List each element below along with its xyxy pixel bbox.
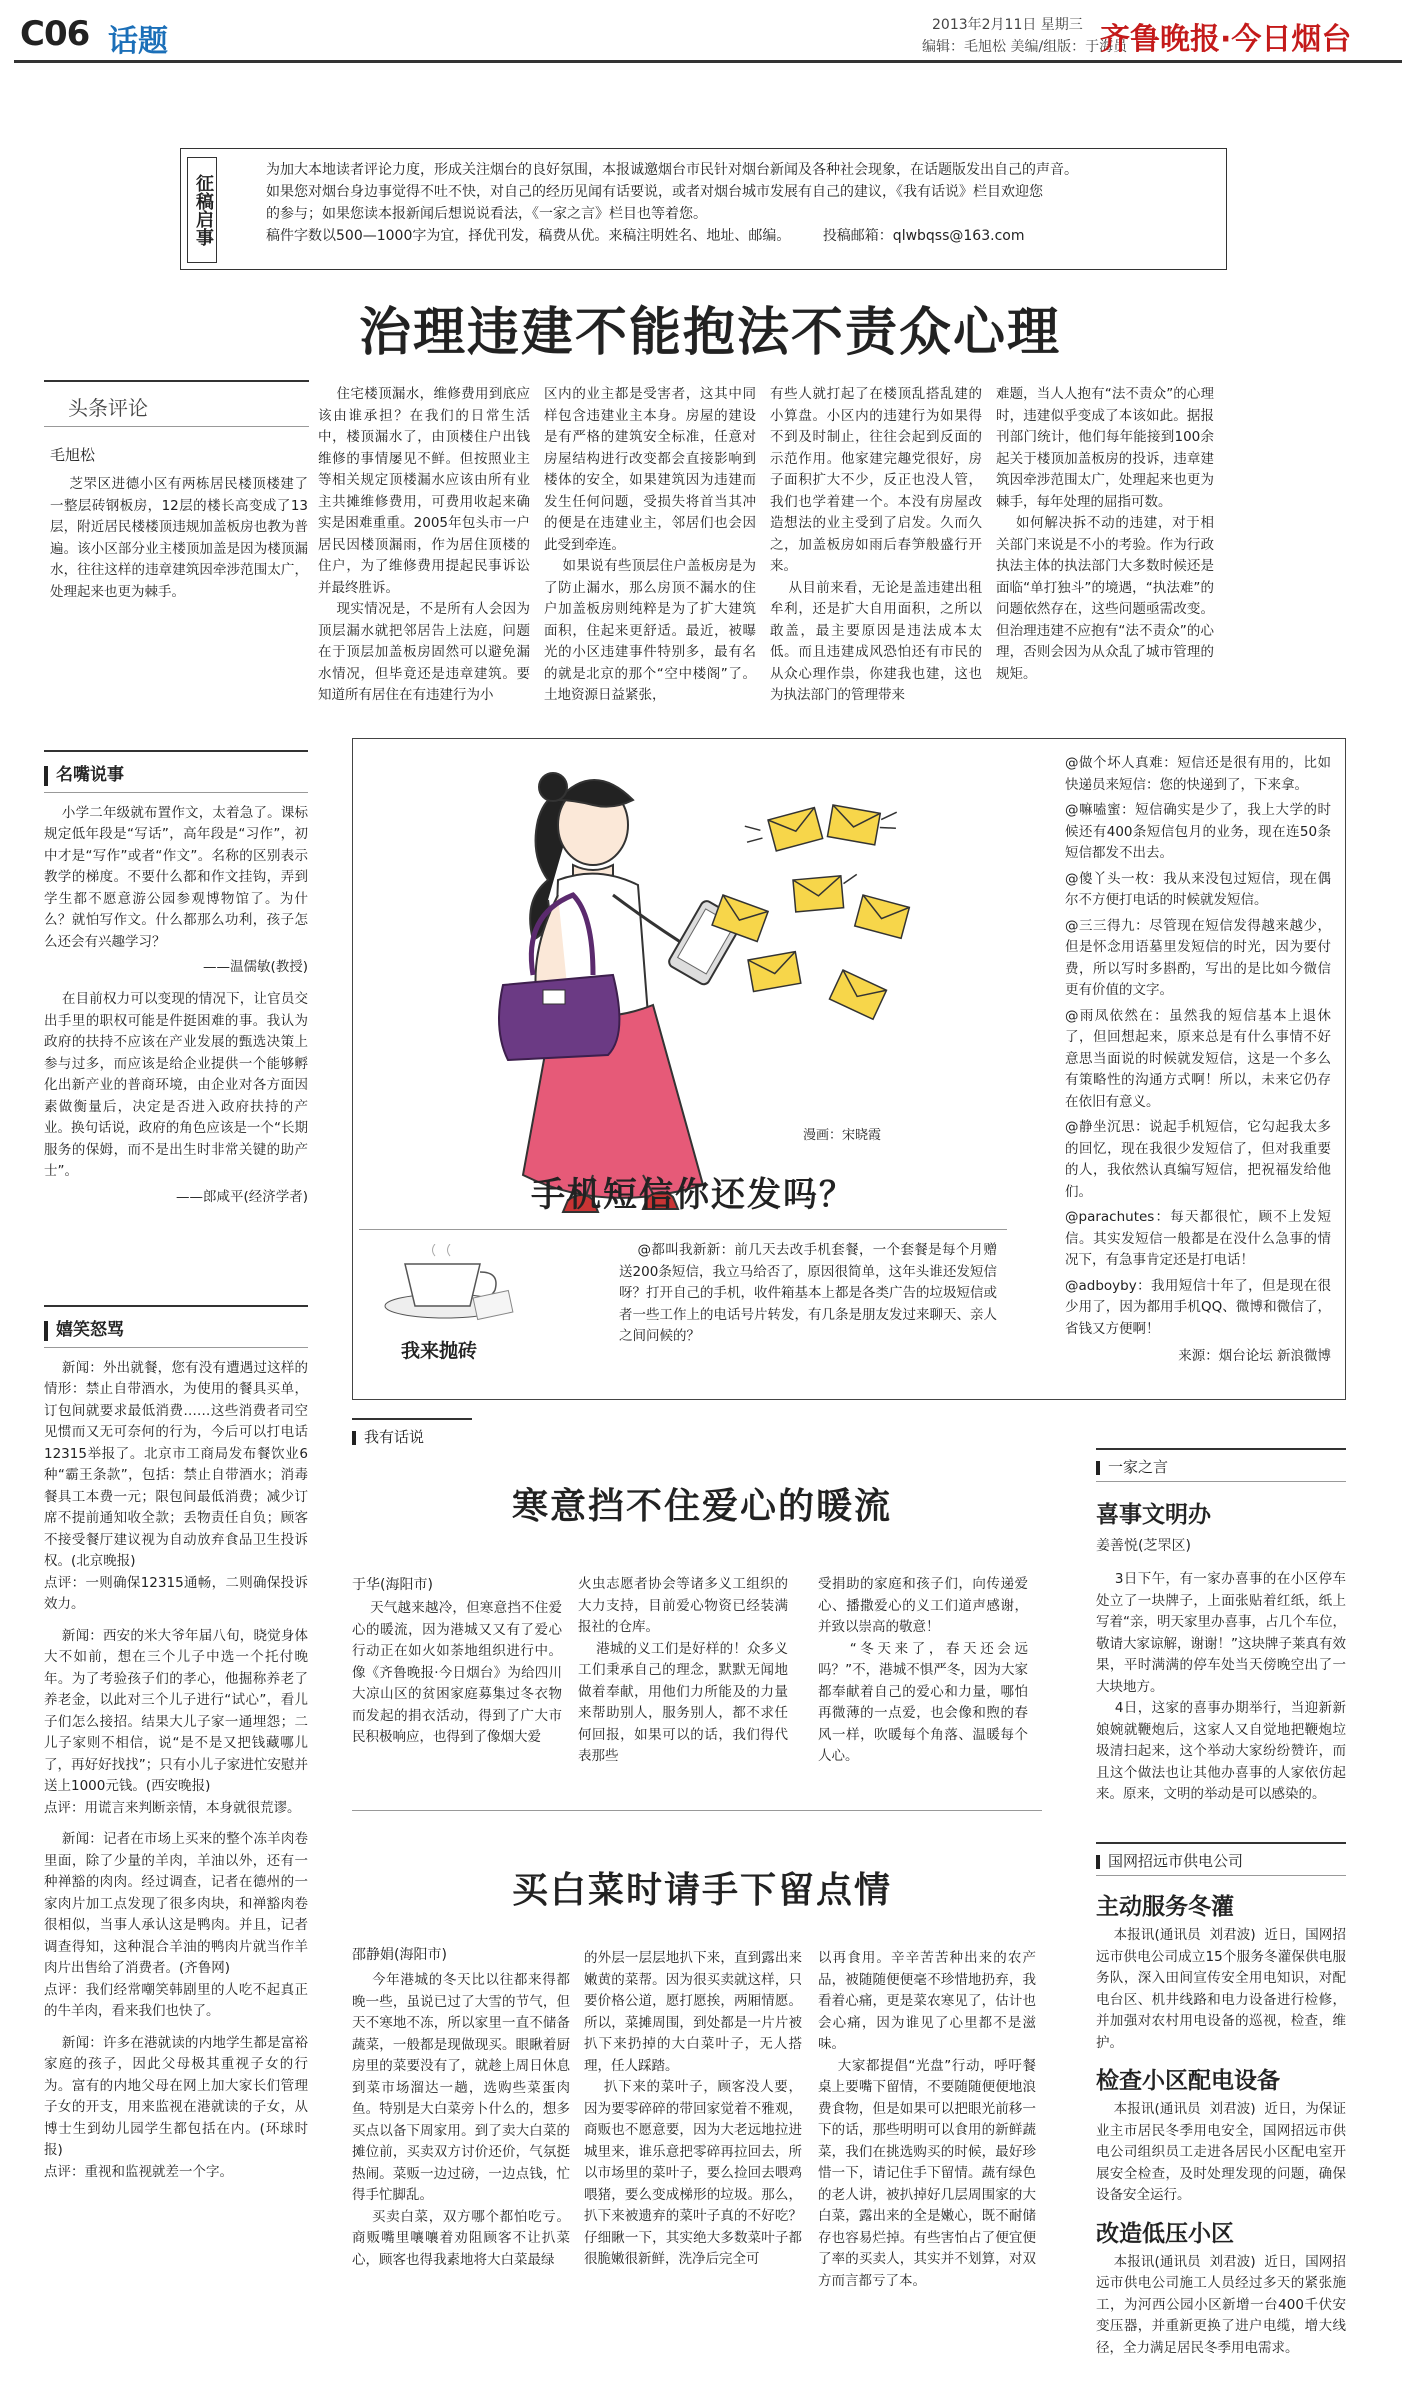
call-for-papers-label: 征稿启事 bbox=[187, 157, 217, 263]
one-voice-text: 3日下午，有一家办喜事的在小区停车处立了一块牌子，上面张贴着红纸，纸上写着“亲，明天家里办喜事，占几个车位，敬请大家谅解，谢谢！”这块牌子莱真有效果，平时满满的停车处当天傍晚空出了一大块地方。 4日，这家的喜事办期举行，当迎新新娘婉就鞭炮后，这家人又自觉地把鞭炮垃圾清扫起来，这个举动大家纷纷赞许，而且这个做法也让其他办喜事的人家依仿起来。原来，文明的举动是可以感染的。 bbox=[1096, 1571, 1346, 1802]
comment-4: @三三得九：尽管现在短信发得越来越少，但是怀念用语墓里发短信的时光，因为要付费，所以写时多斟酌，写出的是比如今微信更有价值的文字。 bbox=[1065, 917, 1331, 998]
lead-column-tag bbox=[44, 380, 309, 427]
comment-1: @做个坏人真难：短信还是很有用的，比如快递员来短信：您的快递到了，下来拿。 bbox=[1065, 755, 1331, 793]
grid-header bbox=[1096, 1842, 1346, 1876]
laugh-column bbox=[44, 1305, 308, 2187]
lead-headline: 治理违建不能抱法不责众心理 bbox=[358, 303, 1061, 363]
quote-1-signature: ——温儒敏(教授) bbox=[202, 959, 308, 975]
opinion-2-col-2: 的外层一层层地扒下来，直到露出来嫩黄的菜帮。因为很买卖就这样，只要价格公道，愿打愿挨，两厢情愿。所以，菜摊周围，到处都是一片片被扒下来扔掉的大白菜叶子，无人搭理，任人踩踏。 扒下来的菜叶子，顾客没人要，因为要零碎碎的带回家觉着不雅观，商贩也不愿意要，因为大老远地拉进城里来，谁乐意把零碎再拉回去，所以市场里的菜叶子，要么捡回去喂鸡喂猪，要么变成梯形的垃圾。那么，扒下来被遗弃的菜叶子真的不好吃？仔细瞅一下，其实绝大多数菜叶子都很脆嫩很新鲜，洗净后完全可 bbox=[584, 1950, 802, 2267]
one-voice-author: 姜善悦(芝罘区) bbox=[1096, 1538, 1191, 1554]
prompt-text: @都叫我新新：前几天去改手机套餐，一个套餐是每个月赠送200条短信，我立马给否了，原因很简单，这年头谁还发短信呀？打开自己的手机，收件箱基本上都是各类广告的垃圾短信或者一些工作上的电话号片转发，有几条是朋友发过来聊天、亲人之间问候的？ bbox=[619, 1242, 998, 1344]
laugh-3-news: 新闻：记者在市场上买来的整个冻羊肉卷里面，除了少量的羊肉，羊油以外，还有一种禅豁的肉肉。经过调查，记者在德州的一家肉片加工点发现了很多肉块，和禅豁肉卷很相似，当事人承认这是鸭肉。并且，记者调查得知，这种混合羊油的鸭肉片就当作羊肉片出售给了消费者。(齐鲁网) bbox=[44, 1831, 309, 1976]
opinion-2-author: 邵静娟(海阳市) bbox=[352, 1947, 447, 1963]
comments-source: 来源：烟台论坛 新浪微博 bbox=[1178, 1348, 1331, 1364]
cartoon-credit: 漫画：宋晓霞 bbox=[803, 1128, 882, 1143]
grid-1-headline: 主动服务冬灌 bbox=[1096, 1894, 1234, 1920]
comment-8: @adboyby：我用短信十年了，但是现在很少用了，因为都用手机QQ、微博和微信了，省钱又方便啊！ bbox=[1065, 1277, 1331, 1337]
call-line-3: 的参与；如果您读本报新闻后想说说看法，《一家之言》栏目也等着您。 bbox=[266, 206, 707, 222]
submission-email[interactable]: 投稿邮箱：qlwbqss@163.com bbox=[822, 228, 1025, 244]
laugh-header bbox=[44, 1305, 308, 1348]
opinion-2-col-1: 今年港城的冬天比以往都来得都晚一些，虽说已过了大雪的节气，但天不寒地不冻，所以家里一直不储备蔬菜，一般都是现做现买。眼瞅着厨房里的菜要没有了，就趁上周日休息到菜市场溜达一趟，选购些菜蛋肉鱼。特别是大白菜旁卜什么的，想多买点以备下周家用。到了卖大白菜的摊位前，买卖双方讨价还价，气氛挺热闹。菜贩一边过磅，一边点钱，忙得手忙脚乱。 买卖白菜，双方哪个都怕吃亏。商贩嘴里嚷嚷着劝阻顾客不让扒菜心，顾客也得我素地将大白菜最绿 bbox=[352, 1972, 570, 2268]
opinion-1-col-1: 天气越来越冷，但寒意挡不住爱心的暖流，因为港城又又有了爱心行动正在如火如荼地组织进行中。像《齐鲁晚报·今日烟台》为给四川大凉山区的贫困家庭募集过冬衣物而发起的捐衣活动，得到了广大市民积极响应，也得到了像烟大爱 bbox=[352, 1600, 563, 1745]
comment-2: @嘛嗑蜜：短信确实是少了，我上大学的时候还有400条短信包月的业务，现在连50条短信都发不出去。 bbox=[1065, 802, 1331, 861]
laugh-1-news: 新闻：外出就餐，您有没有遭遇过这样的情形：禁止自带酒水，为使用的餐具买单，订包间就要求最低消费……这些消费者司空见惯而又无可奈何的行为，今后可以打电话12315举报了。北京市工商局发布餐饮业6种“霸王条款”，包括：禁止自带酒水；消毒餐具工本费一元；限包间最低消费；减少订席不提前通知收全款；丢物责任自负；顾客不接受餐厅建议视为自动放弃食品卫生投诉权。(北京晚报) bbox=[44, 1359, 309, 1569]
one-voice-column-name: 一家之言 bbox=[1108, 1458, 1169, 1476]
opinion-1-headline: 寒意挡不住爱心的暖流 bbox=[511, 1486, 892, 1527]
grid-2-text: 本报讯(通讯员 刘君波) 近日，为保证业主市居民冬季用电安全，国网招远市供电公司组织员工走进各居民小区配电室开展安全检查，及时处理发现的问题，确保设备安全运行。 bbox=[1096, 2101, 1346, 2203]
call-line-4: 稿件字数以500—1000字为宜，择优刊发，稿费从优。来稿注明姓名、地址、邮编。 bbox=[266, 228, 791, 244]
comment-7: @parachutes：每天都很忙，顾不上发短信。其实发短信一般都是在没什么急事的情况下，有急事肯定还是打电话！ bbox=[1065, 1209, 1331, 1268]
laugh-3-comment: 点评：我们经常嘲笑韩剧里的人吃不起真正的牛羊肉，看来我们也快了。 bbox=[44, 1981, 308, 2019]
prompt-label: 我来抛砖 bbox=[401, 1340, 478, 1362]
laugh-4-comment: 点评：重视和监视就差一个字。 bbox=[44, 2163, 233, 2180]
opinion-column-tag bbox=[352, 1418, 472, 1447]
editor-line: 编辑：毛旭松 美编/组版：于海员 bbox=[922, 39, 1128, 55]
quote-2-text: 在目前权力可以变现的情况下，让官员交出手里的职权可能是件挺困难的事。我认为政府的扶持不应该在产业发展的甄选决策上参与过多，而应该是给企业提供一个能够孵化出新产业的普商环境，由企业对各方面因素做衡量后，决定是否进入政府扶持的产业。换句话说，政府的角色应该是一个“长期服务的保姆，而不是出生时非常关键的助产士”。 bbox=[44, 991, 309, 1179]
lead-col-2: 住宅楼顶漏水，维修费用到底应该由谁承担？在我们的日常生活中，楼顶漏水了，由顶楼住户出钱维修的事情屡见不鲜。但按照业主等相关规定顶楼漏水应该由所有业主共摊维修费用，可费用收起来确实是困难重重。2005年包头市一户居民因楼顶漏雨，作为居住顶楼的住户，为了维修费用提起民事诉讼并最终胜诉。 现实情况是，不是所有人会因为顶层漏水就把邻居告上法庭，问题在于顶层加盖板房固然可以避免漏水情况，但毕竟还是违章建筑。要知道所有居住在有违建行为小 bbox=[318, 386, 531, 703]
opinion-1-col-2: 火虫志愿者协会等诸多义工组织的大力支持，目前爱心物资已经装满报社的仓库。 港城的义工们是好样的！众多义工们秉承自己的理念，默默无闻地做着奉献，用他们力所能及的力量来帮助别人，服务别人，都不求任何回报，如果可以的话，我们得代表那些 bbox=[578, 1576, 789, 1764]
lead-author: 毛旭松 bbox=[50, 446, 96, 464]
grid-column-name: 国网招远市供电公司 bbox=[1108, 1852, 1244, 1870]
quotes-column bbox=[44, 750, 308, 1211]
opinion-2-col-3: 以再食用。辛辛苦苦种出来的农产品，被随随便便毫不珍惜地扔弃，我看着心痛，更是菜农寒见了，估计也会心痛，因为谁见了心里都不是滋味。 大家都提倡“光盘”行动，呼吁餐桌上要嘴下留情，不要随随便便地浪费食物，但是如果可以把眼光前移一下的话，那些明明可以食用的新鲜蔬菜，我们在挑选购买的时候，最好珍惜一下，请记住手下留情。蔬有绿色的老人讲，被扒掉好几层周围家的大白菜，露出来的全是嫩心，既不耐储存也容易烂掉。有些害怕占了便宜便了率的买卖人，其实并不划算，对双方而言都亏了本。 bbox=[818, 1950, 1036, 2289]
masthead-rule bbox=[14, 60, 1402, 63]
call-line-2: 如果您对烟台身边事觉得不吐不快，对自己的经历见闻有话要说，或者对烟台城市发展有自己的建议，《我有话说》栏目欢迎您 bbox=[266, 184, 1043, 200]
grid-3-headline: 改造低压小区 bbox=[1096, 2220, 1234, 2247]
laugh-4-news: 新闻：许多在港就读的内地学生都是富裕家庭的孩子，因此父母极其重视子女的行为。富有的内地父母在网上加大家长们管理子女的开支，用来监视在港就读的子女，从博士生到幼儿园学生都包括在内。(环球时报) bbox=[44, 2034, 309, 2158]
opinion-divider bbox=[352, 1810, 1042, 1811]
laugh-1-comment: 点评：一则确保12315通畅，二则确保投诉效力。 bbox=[44, 1574, 308, 1612]
flying-envelopes bbox=[712, 801, 909, 1019]
page-section-title: 话题 bbox=[108, 24, 168, 59]
grid-column bbox=[1096, 1842, 1346, 2359]
comments-column bbox=[1065, 753, 1331, 1370]
one-voice-column bbox=[1096, 1448, 1346, 1806]
sms-feature-title: 手机短信你还发吗？ bbox=[531, 1175, 855, 1215]
grid-1-text: 本报讯(通讯员 刘君波) 近日，国网招远市供电公司成立15个服务冬灌保供电服务队，深入田间宣传安全用电知识，对配电台区、机井线路和电力设备进行检修，并加强对农村用电设备的巡视，检查，维护。 bbox=[1096, 1927, 1346, 2051]
coffee-cup-icon bbox=[375, 1244, 515, 1324]
masthead bbox=[0, 0, 1417, 72]
sms-feature-box bbox=[352, 738, 1346, 1400]
quotes-header bbox=[44, 750, 308, 793]
grid-3-text: 本报讯(通讯员 刘君波) 近日，国网招远市供电公司施工人员经过多天的紧张施工，为河西公园小区新增一台400千伏安变压器，并重新更换了进户电缆，增大线径，全力满足居民冬季用电需求。 bbox=[1096, 2253, 1346, 2356]
quote-1-text: 小学二年级就布置作文，太着急了。课标规定低年段是“写话”，高年段是“习作”，初中才是“写作”或者“作文”。名称的区别表示教学的梯度。不要什么都和作文挂钩，弄到学生都不愿意游公园参观博物馆了。为什么？就怕写作文。什么都那么功利，孩子怎么还会有兴趣学习？ bbox=[44, 804, 309, 950]
lead-col-5: 难题，当人人抱有“法不责众”的心理时，违建似乎变成了本该如此。据报刊部门统计，他们每年能接到100余起关于楼顶加盖板房的投诉，违章建筑因牵涉范围太广，处理起来也更为棘手，每年处理的屈指可数。 如何解决拆不动的违建，对于相关部门来说是不小的考验。作为行政执法主体的执法部门大多数时候还是面临“单打独斗”的境遇，“执法难”的问题依然存在，这些问题亟需改变。但治理违建不应抱有“法不责众”的心理，否则会因为从众乱了城市管理的规矩。 bbox=[996, 386, 1214, 682]
prompt-box bbox=[359, 1229, 1007, 1392]
opinion-1-author: 于华(海阳市) bbox=[352, 1577, 433, 1593]
grid-2-headline: 检查小区配电设备 bbox=[1096, 2068, 1280, 2094]
opinion-1-col-3: 受捐助的家庭和孩子们，向传递爱心、播撒爱心的义工们道声感谢，并致以崇高的敬意！ “冬天来了，春天还会远吗？”不，港城不惧严冬，因为大家都奉献着自己的爱心和力量，哪怕再微薄的一点爱，也会像和煦的春风一样，吹暖每个角落、温暖每个人心。 bbox=[818, 1576, 1028, 1764]
page-code: C06 bbox=[20, 14, 90, 54]
lead-col-3: 区内的业主都是受害者，这其中同样包含违建业主本身。房屋的建设是有严格的建筑安全标准，任意对房屋结构进行改变都会直接影响到楼体的安全，如果建筑因为违建而发生任何问题，受损失将首当其冲的便是在违建业主，邻居们也会因此受到牵连。 如果说有些顶层住户盖板房是为了防止漏水，那么房顶不漏水的住户加盖板房则纯粹是为了扩大建筑面积，住起来更舒适。最近，被曝光的小区违建事件特别多，最有名的就是北京的那个“空中楼阁”了。土地资源日益紧张， bbox=[544, 386, 757, 703]
cartoon-illustration bbox=[393, 745, 953, 1225]
comment-5: @雨凤依然在：虽然我的短信基本上退休了，但回想起来，原来总是有什么事情不好意思当面说的时候就发短信，这是一个多么有策略性的沟通方式啊！所以，未来它仍存在依旧有意义。 bbox=[1065, 1007, 1331, 1110]
opinion-2-headline: 买白菜时请手下留点情 bbox=[511, 1870, 892, 1911]
one-voice-headline: 喜事文明办 bbox=[1096, 1502, 1211, 1528]
date-line: 2013年2月11日 星期三 bbox=[932, 17, 1083, 33]
call-for-papers-box bbox=[180, 148, 1227, 270]
lead-col-4: 有些人就打起了在楼顶乱搭乱建的小算盘。小区内的违建行为如果得不到及时制止，往往会起到反面的示范作用。他家建完趣党很好，房子面积扩大不少，反正也没人管，我们也学着建一个。本没有房屋改造想法的业主受到了启发。久而久之，加盖板房如雨后春笋般盛行开来。 从目前来看，无论是盖违建出租牟利，还是扩大自用面积，之所以敢盖，最主要原因是违法成本太低。而且违建成风恐怕还有市民的从众心理作祟，你建我也建，这也为执法部门的管理带来 bbox=[770, 386, 983, 703]
laugh-column-name: 嬉笑怒骂 bbox=[56, 1320, 124, 1340]
newspaper-logo: 齐鲁晚报·今日烟台 bbox=[1100, 22, 1352, 57]
call-line-1: 为加大本地读者评论力度，形成关注烟台的良好氛围，本报诚邀烟台市民针对烟台新闻及各种社会现象，在话题版发出自己的声音。 bbox=[266, 162, 1078, 178]
lead-column-name: 头条评论 bbox=[68, 396, 148, 420]
opinion-column-name: 我有话说 bbox=[364, 1428, 425, 1446]
quote-2-signature: ——郎咸平(经济学者) bbox=[175, 1188, 308, 1205]
laugh-2-comment: 点评：用谎言来判断亲情，本身就很荒谬。 bbox=[44, 1799, 301, 1816]
comment-6: @静坐沉思：说起手机短信，它勾起我太多的回忆，现在我很少发短信了，但对我重要的人，我依然认真编写短信，把祝福发给他们。 bbox=[1065, 1119, 1331, 1200]
comment-3: @傻丫头一枚：我从来没包过短信，现在偶尔不方便打电话的时候就发短信。 bbox=[1065, 870, 1331, 908]
laugh-2-news: 新闻：西安的米大爷年届八旬，晓觉身体大不如前，想在三个儿子中选一个托付晚年。为了考验孩子们的孝心，他掘称养老了养老金，以此对三个儿子进行“试心”，看儿子们怎么接招。结果大儿子家一通埋怨；二儿子家则不相信，说“是不是又把钱藏哪儿了，再好好找找”；只有小儿子家进忙安慰并送上1000元钱。(西安晚报) bbox=[44, 1627, 309, 1794]
one-voice-header bbox=[1096, 1448, 1346, 1482]
quotes-column-name: 名嘴说事 bbox=[56, 765, 124, 785]
lead-col-1: 芝罘区进德小区有两栋居民楼顶楼建了一整层砖钢板房，12层的楼长高变成了13层，附近居民楼楼顶违规加盖板房也教为普遍。该小区部分业主楼顶加盖是因为楼顶漏水，往往这样的违章建筑因牵涉范围太广，处理起来也更为棘手。 bbox=[50, 476, 308, 600]
